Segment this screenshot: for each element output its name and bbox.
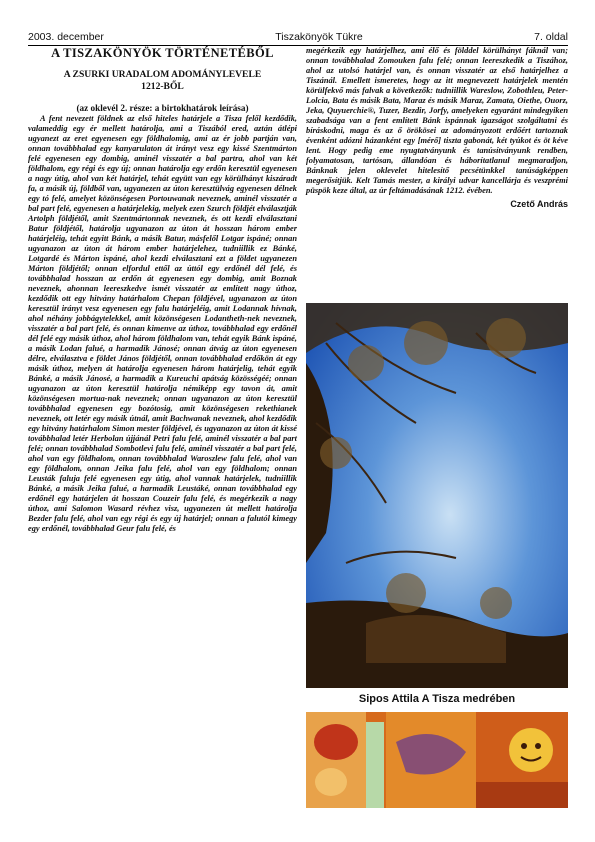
article-subhead: (az oklevél 2. része: a birtokhatárok leírása) [76, 103, 249, 113]
article-author: Czető András [510, 199, 568, 209]
painting-art [306, 712, 568, 808]
subtitle-line-1: A ZSURKI URADALOM ADOMÁNYLEVELE [63, 69, 262, 80]
issue-date: 2003. december [28, 31, 104, 43]
article-body-left: A fent nevezett földnek az első hiteles határjele a Tisza felől kezdődik, valameddig egy ér mellett határolja, ami a Tiszából ered, aztán átlépi ugyanezt az eret egyenesen egy földhalomig, ami az ér jobb partján van, onnan továbbhalad egy kanyarulaton át irányt vesz egy kissé Szentmárton felé egyenesen egy dombig, aminél visszatér a bal partra, ahol van két földhalom, egy régi és egy új; onnan határolja egy erdőn keresztül egyenesen a nagy útig, ahol van két határjel, tehát együtt van egy körülhányt kiszáradt fa, a másik új, földből van, ugyanezen az úton keresztülvág egyenesen délnek egy tó felé, amelyet közönségesen Portouwanak neveznek, aminél visszatér a bal part felé, egyenesen a határjelekig, melyek ezen Szurch földjét elválasztják Artolph földjétől, amit Szentmártonnak neveznek, és ott kezdi elválasztani Batur földjétől, határolja ugyanazon az úton át hosszan három ember határjeléig, tehát egyitt Bánk, a másik Batur, másfelől Lotgar ispáné; onnan ugyanazon az úton át három ember határjelehez, tudniillik ez Bánké, Lotgardé és Márton ispáné, ahol kezdi elválasztani ezt a földet ugyanezen Márton földjétől; onnan elfordul ettől az úttól egy erdőnél dél felé, és továbbhalad hosszan az erdőn át egyenesen egy dombig, amit Boznak neveznek, ahonnan leereszkedve ismét visszatér az említett nagy úthoz, kezdődik ott egy hitvány határhalom Chepan földjével, ugyanazon az úton keresztül irányt vesz egyenesen egy falu határjeléig, amit Lodannak hívnak, ahol néhány jobbágytelekkel, amit közönségesen Lodantheth-nek neveznek, visszatér a bal part felé, és onnan kimenve az úthoz, továbbhalad egy erdőnél dél felé egy másik úthoz, ahol három földhalom van, tehát egyik Bánk ispáné, a másik Lodan falué, a harmadik Jánosé; onnan átvág az úton egyenesen délre, elválasztva e földet János földjétől, onnan továbbhalad erdőkön át egy másik úthoz, melyen át határolja egyenesen három határjelig, tehát egyik Bánké, a másik Jánosé, a harmadik a Kureuchi apátság közösségéé; onnan ugyanazon az úton keresztül határolja némiképp egy tavon át, amit közönségesen mortua-nak neveznek; onnan ugyanazon az úton keresztül továbbhalad egyenesen egy bozótosig, amit közönségesen rekethianek neveznek, ott letér egy másik útnál, amit Bachwanak neveznek, ahol kezdődik egy hitvány határhalom Simon mester földjével, és ugyanazon az úton át kissé továbbhalad letér Herbolan újjánál Petri falu felé, aminél visszatér a bal part felé; onnan továbbhalad Sombotlevi falu felé, aminél visszatér a bal part felé, ahol van egy földhalom, onnan továbbhalad Waroszlew falu felé, ahol van egy földhalom, onnan Jeika falu felé, ahol van egy földhalom; onnan Leusták faluja felé egyenesen egy útig, ahol vannak határjelek, tudniillik Bánké, a másik Jeika falué, a harmadik Leustáké, onnan továbbhalad egy erdőnél egy határjelen át hosszan Couzeir falu felé, és megérkezik a nagy úthoz, ami Salomon Wasard révhez visz, ugyanezen út mellett határolja Bezder falu felé, ahol van egy régi és egy új határjel; onnan a falutól kimegy egy erdőnél, továbbhalad Geur falu felé, és [28, 114, 297, 533]
article-body-right: megérkezik egy határjelhez, ami élő és földdel körülhányt fáknál van; onnan továbbhalad Zomouken falu felé; onnan leereszkedik a Tiszához, ahol az utolsó határjel van, és onnan visszatér az első határjelhez a Tiszánál. Emellett ismeretes, hogy az itt megnevezett határjelek mentén körülfekvő más falvak a következők: tudniillik Wareslow, Zobothleu, Peter-Lolcia, Bata és másik Bata, Maraz és másik Maraz, Zamata, Oiethe, Ouorz, Jeka, Quyuerchie®, Tuzer, Bezdir, Jorfy, amelyeken egyaránt mindegyiken szabadsága van a fent említett Bánk ispánnak igazságot szolgáltatni és bíráskodni, maga és az ő örökösei az adományozott erdőért tartoznak évenként adózni házanként egy [mérő] tiszta gabonát, két tyúkot és öt kéve lent. Hogy pedig eme nyugtatványunk és tanúsítványunk rendben, folyamatosan, tartósan, állandóan és háborítatlanul megmaradjon, Bánknak jelen oklevelet hitelesítő pecsétünkkel tanúságképpen megerősítjük. Kelt Tamás mester, a királyi udvar kancellárja és veszprémi püspök keze által, az úr feltámadásának 1212. évében. [306, 46, 568, 195]
page-header [28, 30, 568, 46]
right-column [306, 46, 568, 209]
article-title: A TISZAKÖNYÖK TÖRTÉNETÉBŐL [51, 46, 274, 60]
left-column [28, 46, 297, 534]
publication-name: Tiszakönyök Tükre [275, 31, 363, 43]
subtitle-line-2: 1212-BŐL [141, 81, 184, 92]
photo-image [306, 303, 568, 688]
page-number: 7. oldal [534, 31, 568, 43]
painting-image [306, 712, 568, 808]
article-subtitle [28, 69, 297, 93]
photo-caption: Sipos Attila A Tisza medrében [358, 693, 516, 705]
tisza-riverbed-photo [306, 303, 568, 688]
